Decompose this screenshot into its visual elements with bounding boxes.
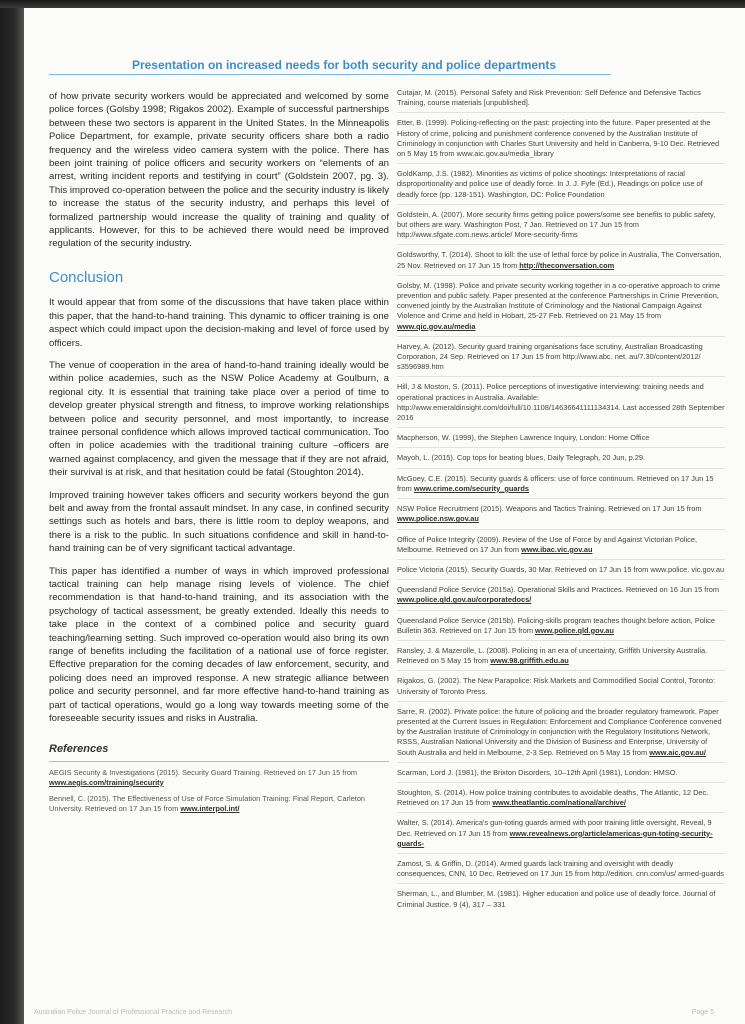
reference-entry (397, 788, 725, 813)
reference-text: Golsby, M. (1998). Police and private security working together in a co-operative approach to crime prevention and public safety. Paper presented at the conference Partnerships in Crime Prevention, convened jointly by the Australian Institute of Criminology and the National Campaign Against Violence and Crime and held in Hobart, 25-27 Feb. Retrieved on 21 May 15 from (397, 280, 721, 321)
reference-text: Ransley, J. & Mazerolle, L. (2008). Policing in an era of uncertainty, Griffith University Australia. Retrieved on 5 May 15 from (397, 645, 708, 666)
header-rule (49, 74, 611, 75)
document-page (24, 8, 745, 1024)
reference-link[interactable]: www.98.griffith.edu.au (490, 656, 569, 666)
reference-text: Goldsworthy, T. (2014). Shoot to kill: the use of lethal force by police in Australia, The Conversation, 25 Nov. Retrieved on 17 Jun 15 from (397, 250, 722, 270)
reference-entry (397, 707, 725, 763)
reference-entry (397, 210, 725, 246)
left-column (49, 90, 389, 820)
scan-border-top (0, 0, 745, 8)
reference-entry (397, 535, 725, 560)
body-paragraph: Improved training however takes officers and security workers beyond the gun belt and away from the frontal assault mindset. In any case, in confined security settings such as hotels and bars, there is little room to deploy weapons, and there is a risk to the public. In such situations confidence and skill in hand-to-hand training can be of very significant tactical advantage. (49, 489, 389, 555)
reference-entry (397, 250, 725, 275)
reference-entry (397, 768, 725, 783)
reference-text: Stoughton, S. (2014). How police training contributes to avoidable deaths, The Atlantic, 12 Dec. Retrieved on 17 Jun 15 from (397, 787, 709, 808)
reference-entry (397, 676, 725, 701)
reference-entry (397, 859, 725, 884)
reference-text: Mayoh, L. (2015). Cop tops for beating blues, Daily Telegraph, 20 Jun, p.29. (397, 453, 646, 463)
reference-link[interactable]: www.qic.gov.au/media (397, 321, 476, 331)
reference-text: Hill, J & Moston, S. (2011). Police perceptions of investigative interviewing: training needs and operational practices in Australia. Available: http://www.emeraldinsight.com/doi/full/10.1108/14636641111134314. Last accessed 28th September 2016 (397, 382, 725, 423)
reference-entry (397, 453, 725, 468)
reference-text: Scarman, Lord J. (1981), the Brixton Disorders, 10–12th April (1981), London: HMSO. (397, 767, 678, 777)
reference-link[interactable]: www.interpol.int/ (180, 803, 240, 813)
reference-entry (397, 504, 725, 529)
reference-text: Bennell, C. (2015). The Effectiveness of Use of Force Simulation Training: Final Report, Carleton University. Retrieved on 17 Jun 15 from (49, 793, 366, 813)
reference-text: Goldstein, A. (2007). More security firms getting police powers/some see benefits to public safety, but others are wary. Washington Post, 7 Jan. Retrieved on 17 Jun 15 from http://www.sfgate.com.news.article/ More-security-firms (397, 209, 716, 240)
reference-link[interactable]: www.aic.gov.au/ (649, 747, 706, 757)
reference-entry (397, 342, 725, 378)
reference-entry (397, 646, 725, 671)
body-paragraph: This paper has identified a number of ways in which improved professional tactical training can help manage rising levels of violence. The chief recommendation is that hand-to-hand training, and its association with the psychology of tactical assessment, be greatly extended. Ideally this needs to take place in the context of a combined police and security guard teaching/learning setting. Such improved co-operation would also bring its own range of benefits including the facilitation of a national use of force register. Effective preparation for the coming decades of law enforcement, security, and policing does need an improved response. A new strategic alliance between police and security personnel, and far more effective hand-to-hand training as part of tactical operations, would go a long way towards meeting some of the foreseeable security issues and risks in Australia. (49, 565, 389, 725)
reference-link[interactable]: www.theatlantic.com/national/archive/ (492, 798, 626, 808)
reference-text: Walter, S. (2014). America's gun-toting guards armed with poor training little oversight, Reveal, 9 Dec. Retrieved on 17 Jun 15 from (397, 818, 712, 838)
reference-link[interactable]: www.police.qld.gov.au (535, 625, 614, 635)
reference-text: Rigakos, G. (2002). The New Parapolice: Risk Markets and Commodified Social Control, Toronto: University of Toronto Press. (397, 676, 716, 696)
reference-entry (397, 88, 725, 113)
reference-entry (49, 794, 389, 814)
reference-link[interactable]: www.crime.com/security_guards (413, 483, 529, 493)
right-column-references (397, 88, 725, 919)
reference-entry (397, 169, 725, 205)
reference-text: AEGIS Security & Investigations (2015). Security Guard Training. Retrieved on 17 Jun 15 from (49, 767, 358, 777)
reference-text: Office of Police Integrity (2009). Review of the Use of Force by and Against Victorian Police, Melbourne. Retrieved on 17 Jun from (397, 534, 698, 554)
reference-entry (397, 889, 725, 913)
reference-link[interactable]: www.revealnews.org/article/americas-gun-toting-security-guards- (397, 828, 713, 848)
body-paragraph: It would appear that from some of the discussions that have taken place within this paper, that the hand-to-hand training. This dynamic to officer training is one aspect which could impact upon the decision-making and level of force used by officers. (49, 297, 389, 349)
running-header: Presentation on increased needs for both security and police departments (131, 58, 557, 72)
reference-entry (397, 565, 725, 580)
reference-text: Macpherson, W. (1999), the Stephen Lawrence Inquiry, London: Home Office (397, 433, 650, 443)
reference-text: Queensland Police Service (2015a). Operational Skills and Practices. Retrieved on 16 Jun 15 from (397, 585, 720, 595)
reference-entry (397, 585, 725, 610)
reference-link[interactable]: www.ibac.vic.gov.au (521, 544, 593, 554)
reference-text: Cutajar, M. (2015). Personal Safety and Risk Prevention: Self Defence and Defensive Tactics Training, course materials [unpublished]. (397, 88, 701, 108)
reference-text: McGoey, C.E. (2015). Security guards & officers: use of force continuum. Retrieved on 17 Jun 15 from (397, 473, 714, 493)
reference-entry (397, 382, 725, 428)
reference-entry (397, 818, 725, 854)
reference-entry (397, 616, 725, 641)
reference-text: NSW Police Recruitment (2015). Weapons and Tactics Training. Retrieved on 17 Jun 15 from (397, 504, 702, 514)
reference-entry (397, 281, 725, 337)
reference-link[interactable]: www.police.nsw.gov.au (397, 514, 479, 524)
reference-text: Sarre, R. (2002). Private police: the future of policing and the broader regulatory framework. Paper presented at the Current Issues in Regulation: Enforcement and Compliance Conference convened by the Australian Institute of Criminology in conjunction with the Regulatory Institutions Network, RSSS, Australian National University and the Division of Business and Enterprise, University of South Australia and held in Melbourne, 2-3 Sep. Retrieved on 5 May 15 from (397, 706, 722, 757)
footer-journal-title: Australian Police Journal of Professional Practice and Research (34, 1009, 233, 1016)
body-paragraph: of how private security workers would be appreciated and welcomed by some police forces (Golsby 1998; Rigakos 2002). Example of successful partnerships between these two sectors is apparent in the United States. In the Minneapolis Police Department, for example, private security officers share both a radio frequency and the wireless video camera system with the police. There has been joint training of police officers and security workers on “elements of an arrest, writing incident reports and testifying in court” (Goldstein 2007, pg. 3). This improved co-operation between the police and the security industry is likely to increase the status of the security industry, and perhaps this level of formalized partnership would increase the quality of training and quality of applicants. However, for this to be achieved there would need be improved regulation of the security industry. (49, 91, 389, 250)
reference-text: Police Victoria (2015). Security Guards, 30 Mar. Retrieved on 17 Jun 15 from www.police. vic.gov.au (397, 564, 725, 574)
references-heading: References (49, 743, 389, 761)
reference-entry (397, 433, 725, 448)
body-paragraph: The venue of cooperation in the area of hand-to-hand training ideally would be within police academies, such as the NSW Police Academy at Goulburn, a regional city. It is essential that training take place over a period of time to develop greater physical strength and fitness, to improve working relationships between police and security personnel, and most importantly, to increase trainee personal confidence which allows improved tactical communication. Too often in police academies with the traditional training culture –officers are warned against complacency, and given the message that if they are not afraid, their survival is at risk, and that hesitation could be fatal (Stoughton 2014). (49, 359, 389, 479)
reference-text: Sherman, L., and Blumber, M. (1981). Higher education and police use of deadly force. Journal of Criminal Justice. 9 (4), 317 – 331 (397, 889, 716, 909)
reference-link[interactable]: www.aegis.com/training/security (49, 777, 164, 787)
reference-link[interactable]: www.police.qld.gov.au/corporatedocs/ (397, 595, 532, 605)
reference-text: Etter, B. (1999). Policing-reflecting on the past: projecting into the future. Paper presented at the History of crime, policing and punishment conference convened by the Australian Institute of Criminology in conjunction with Charles Sturt University and held in Canberra, 9-10 Dec. Retrieved on 5 May 15 from www.aic.gov.au/media_library (397, 118, 720, 159)
reference-text: Zamost, S. & Griffin, D. (2014). Armed guards lack training and oversight with deadly consequences, CNN, 10 Dec. Retrieved on 17 Jun 15 from http://edition. cnn.com/us/ armed-guards (397, 858, 724, 879)
reference-entry (397, 474, 725, 499)
scan-border-left (0, 0, 24, 1024)
reference-entry (49, 768, 389, 788)
reference-text: Harvey, A. (2012). Security guard training organisations face scrutiny, Australian Broadcasting Corporation, 24 Sep. Retrieved on 17 Jun 15 from http://www.abc. net. au/7.30/content/2012/ s3596989.htm (397, 341, 703, 372)
footer-page-number: Page 5 (691, 1009, 714, 1016)
section-heading-conclusion: Conclusion (49, 268, 124, 286)
reference-link[interactable]: http://theconversation.com (519, 260, 615, 270)
reference-entry (397, 118, 725, 164)
reference-text: Queensland Police Service (2015b). Policing-skills program teaches thought before action, Police Bulletin 363. Retrieved on 17 Jun 15 from (397, 615, 715, 635)
reference-text: GoldKamp, J.S. (1982). Minorities as victims of police shootings: Interpretations of racial disproportionality and police use of deadly force. In J. J. Fyfe (Ed.), Readings on police use of deadly force (pp. 128-151). Washington, DC: Police Foundation (397, 169, 703, 199)
